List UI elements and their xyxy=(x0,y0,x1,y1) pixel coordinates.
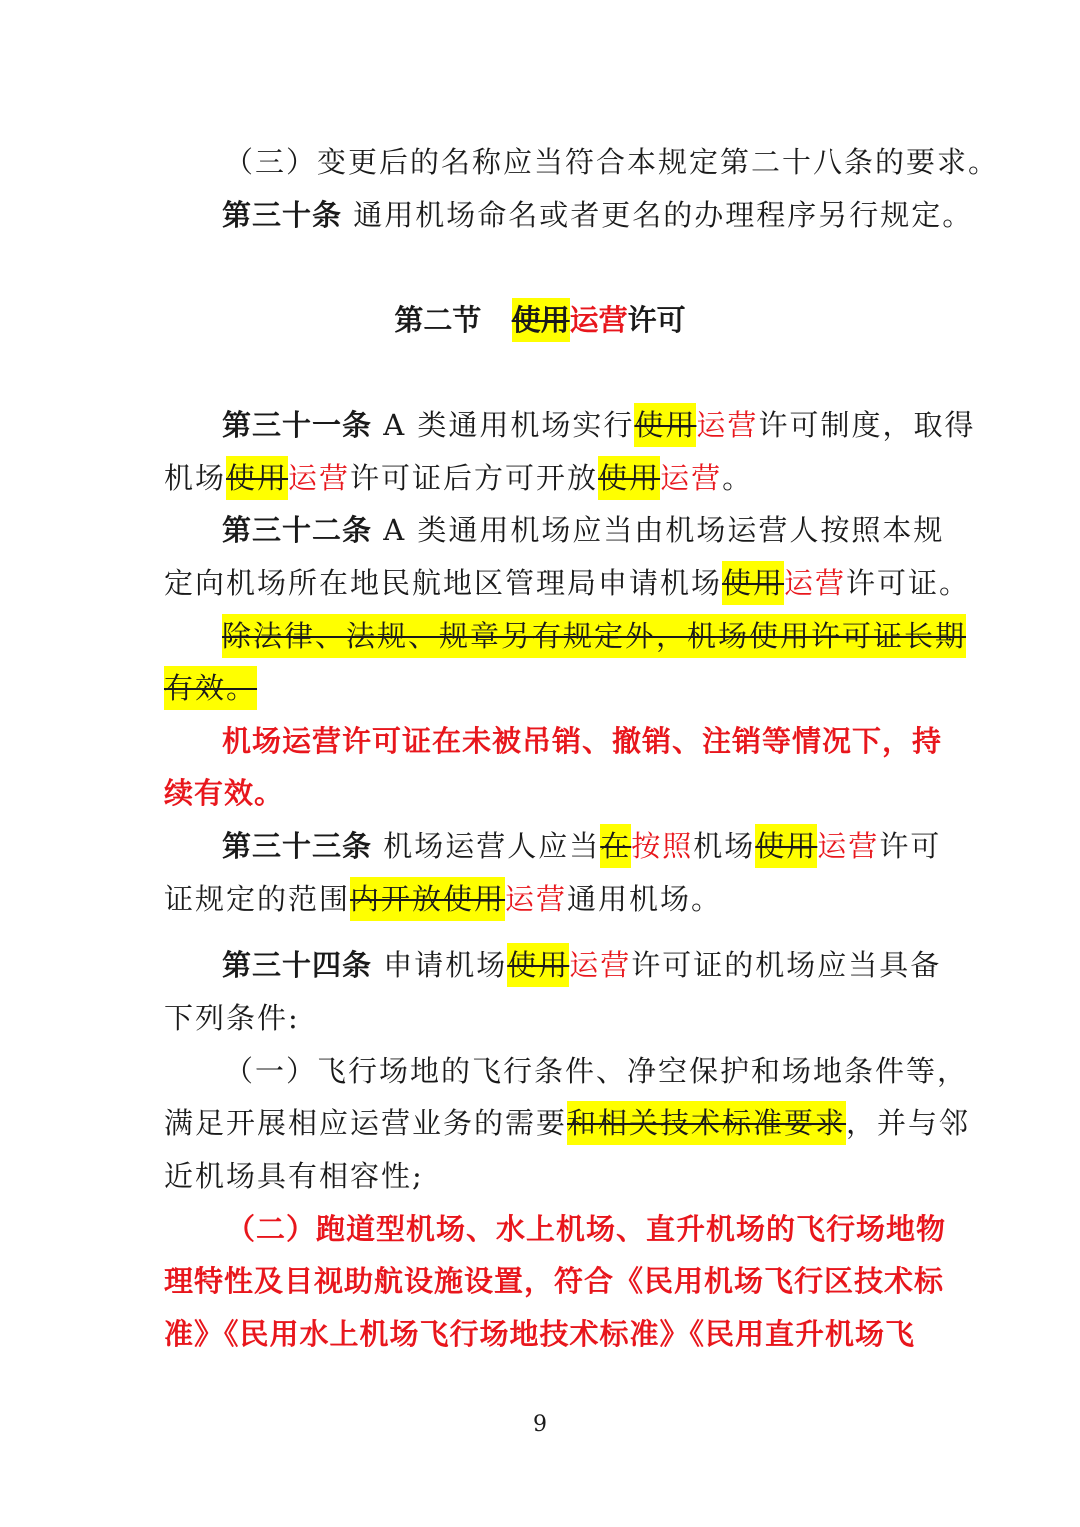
article-32-heading: 第三十二条 xyxy=(222,513,373,547)
inserted-text: 运营 xyxy=(505,882,568,916)
deleted-text: 使用 xyxy=(598,456,660,500)
heading-inserted-text: 运营 xyxy=(569,303,628,337)
inserted-text: 运营 xyxy=(784,566,847,600)
deleted-text: 使用 xyxy=(634,403,696,447)
article-30-heading: 第三十条 xyxy=(222,198,343,232)
clause-1-line-3: 近机场具有相容性; xyxy=(164,1159,424,1193)
deleted-text: 使用 xyxy=(507,943,569,987)
article-31-line-1: 第三十一条 A 类通用机场实行使用运营许可制度，取得 xyxy=(222,405,975,445)
clause-2-line-3: 准》《民用水上机场飞行场地技术标准》《民用直升机场飞 xyxy=(164,1317,916,1351)
section-heading: 第二节 使用运营许可 xyxy=(0,300,1080,340)
inserted-paragraph-line-1: 机场运营许可证在未被吊销、撤销、注销等情况下，持 xyxy=(222,724,943,758)
deleted-paragraph-line-2: 有效。 xyxy=(164,668,257,708)
clause-1-line-1: （一）飞行场地的飞行条件、净空保护和场地条件等， xyxy=(224,1054,969,1088)
inserted-paragraph-line-2: 续有效。 xyxy=(164,776,285,810)
article-33-heading: 第三十三条 xyxy=(222,829,373,863)
clause-2-line-2: 理特性及目视助航设施设置，符合《民用机场飞行区技术标 xyxy=(164,1264,945,1298)
article-33-line-1: 第三十三条 机场运营人应当在按照机场使用运营许可 xyxy=(222,826,941,866)
inserted-text: 运营 xyxy=(288,461,351,495)
article-32-line-1: 第三十二条 A 类通用机场应当由机场运营人按照本规 xyxy=(222,513,945,547)
deleted-text: 使用 xyxy=(722,561,784,605)
inserted-text: 运营 xyxy=(660,461,723,495)
article-31-heading: 第三十一条 xyxy=(222,408,373,442)
article-32-line-2: 定向机场所在地民航地区管理局申请机场使用运营许可证。 xyxy=(164,563,970,603)
clause-3-change-name: （三）变更后的名称应当符合本规定第二十八条的要求。 xyxy=(224,145,1000,179)
article-31-line-2: 机场使用运营许可证后方可开放使用运营。 xyxy=(164,458,753,498)
heading-deleted-text: 使用 xyxy=(512,298,570,342)
deleted-text: 在 xyxy=(600,824,631,868)
clause-2-line-1: （二）跑道型机场、水上机场、直升机场的飞行场地物 xyxy=(226,1212,947,1246)
article-34-line-1: 第三十四条 申请机场使用运营许可证的机场应当具备 xyxy=(222,945,941,985)
article-30 xyxy=(222,195,973,235)
article-30-text: 通用机场命名或者更名的办理程序另行规定。 xyxy=(342,198,974,232)
deleted-text: 和相关技术标准要求 xyxy=(567,1101,846,1145)
article-34-heading: 第三十四条 xyxy=(222,948,373,982)
deleted-text: 使用 xyxy=(226,456,288,500)
article-34-line-2: 下列条件: xyxy=(164,1001,300,1035)
inserted-text: 运营 xyxy=(817,829,880,863)
deleted-paragraph-line-1: 除法律、法规、规章另有规定外，机场使用许可证长期 xyxy=(222,616,966,656)
deleted-text: 内开放使用 xyxy=(350,877,505,921)
page-number: 9 xyxy=(533,1412,547,1437)
clause-1-line-2: 满足开展相应运营业务的需要和相关技术标准要求，并与邻 xyxy=(164,1103,970,1143)
inserted-text: 按照 xyxy=(631,829,694,863)
deleted-text: 使用 xyxy=(755,824,817,868)
inserted-text: 运营 xyxy=(696,408,759,442)
inserted-text: 运营 xyxy=(569,948,632,982)
article-33-line-2: 证规定的范围内开放使用运营通用机场。 xyxy=(164,879,722,919)
